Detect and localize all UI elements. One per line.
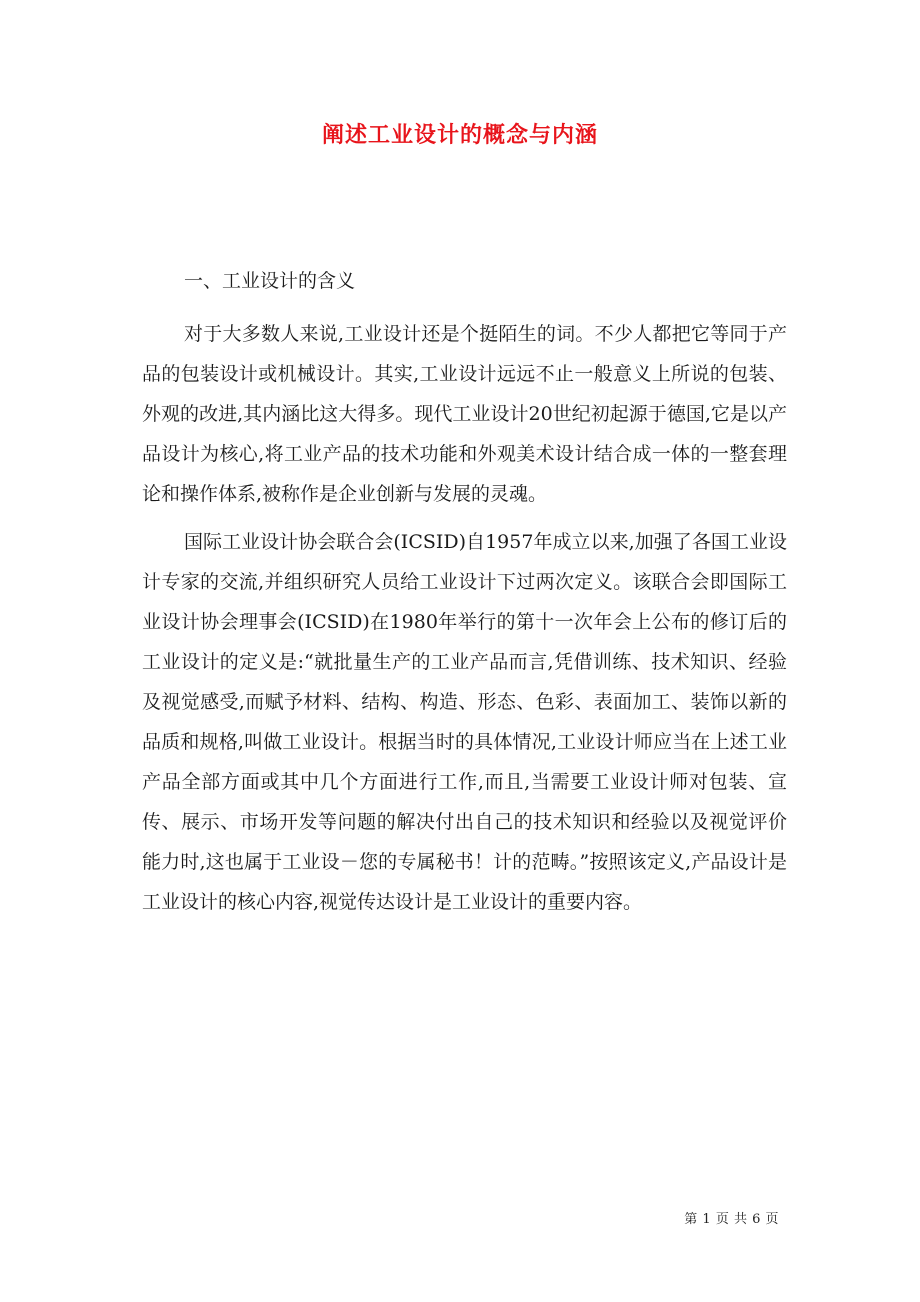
document-body [142,314,787,922]
paragraph-1: 对于大多数人来说,工业设计还是个挺陌生的词。不少人都把它等同于产品的包装设计或机械设计。其实,工业设计远远不止一般意义上所说的包装、外观的改进,其内涵比这大得多。现代工业设计20世纪初起源于德国,它是以产品设计为核心,将工业产品的技术功能和外观美术设计结合成一体的一整套理论和操作体系,被称作是企业创新与发展的灵魂。 [142,323,787,505]
document-title: 阐述工业设计的概念与内涵 [321,122,598,148]
paragraph-2: 国际工业设计协会联合会(ICSID)自1957年成立以来,加强了各国工业设计专家的交流,并组织研究人员给工业设计下过两次定义。该联合会即国际工业设计协会理事会(ICSID)在1980年举行的第十一次年会上公布的修订后的工业设计的定义是:“就批量生产的工业产品而言,凭借训练、技术知识、经验及视觉感受,而赋予材料、结构、构造、形态、色彩、表面加工、装饰以新的品质和规格,叫做工业设计。根据当时的具体情况,工业设计师应当在上述工业产品全部方面或其中几个方面进行工作,而且,当需要工业设计师对包装、宣传、展示、市场开发等问题的解决付出自己的技术知识和经验以及视觉评价能力时,这也属于工业设－您的专属秘书！计的范畴。”按照该定义,产品设计是工业设计的核心内容,视觉传达设计是工业设计的重要内容。 [142,531,787,913]
page-number: 第 1 页 共 6 页 [684,1212,779,1227]
section-heading: 一、工业设计的含义 [184,270,356,292]
